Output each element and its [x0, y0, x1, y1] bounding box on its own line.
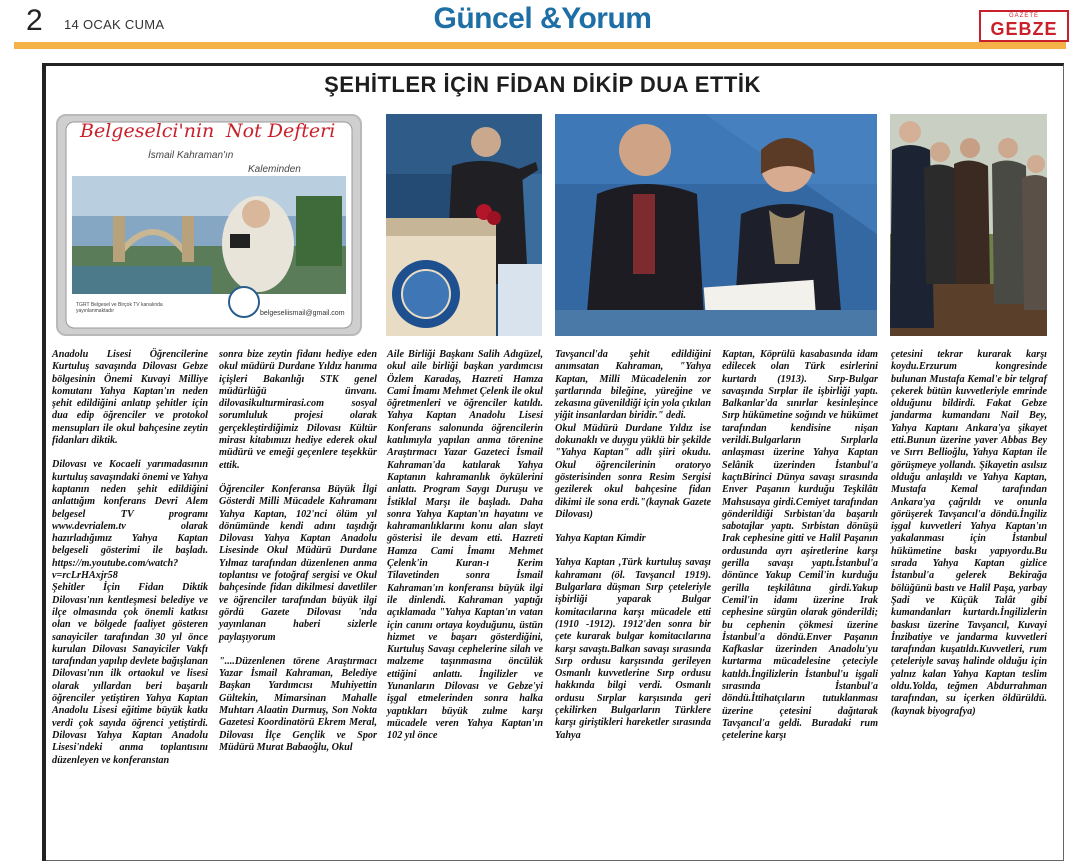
paragraph: Öğrenciler Konferansa Büyük İlgi Gösterdi Milli Mücadele Kahramanı Yahya Kaptan, 102'nci ölüm yıl dönümünde kendi adını taşıdığı Dilovası Yahya Kaptan Anadolu Lisesinde Okul Müdürü Durdane Yılmaz tarafından düzenlenen anma toplantısı ve fotoğraf sergisi ve Okul bahçesinde fidan dikilmesi davetliler ve öğrenciler tarafından büyük ilgi gördü Gazete Dilovası 'nda yayınlanan haberi sizlerle paylaşıyorum	[219, 483, 377, 643]
paragraph: Kaptan, Köprülü kasabasında idam edilecek olan Türk esirlerini kurtardı (1913). Sırp-Bulgar savaşında Sırplar ile işbirliği yaptı. Balkanlar'da sınırlar kesinleşince Sırp hükümetine soğındı ve hükümet tarafından kendisine nişan verildi.Bulgarların Sırplarla anlaşması üzerine Yahya Kaptan Selânik üzerinden İstanbul'a kaçtıBirinci Dünya savaşı sırasında Enver Paşanın kurduğu Teşkilâtı Mahsusaya girdi.Cemiyet tarafından gönderildiği Sırbistan'da başarılı sabotajlar yaptı. Sırbistan dönüşü Irak cephesine gitti ve Halil Paşanın ordusunda ayrı aşiretlerine karşı gerilla savaşı yaptı.İstanbul'a dönünce Yakup Cemil'in kurduğu gerilla teşkilâtına girdi.Yakup Cemil'in idamı üzerine Irak cephesine sürgün olarak gönderildi; bu cephenin çökmesi üzerine İstanbul'a döndü.Enver Paşanın Kafkaslar üzerinden Anadolu'yu kurtarma mücadelesine çeteciyle katıldı.İngilizlerin İstanbul'u işgali sırasında İstanbul'a döndü.İttihatçıların tutuklanması üzerine çetesini dağıtarak Tavşancıl'a geldi. Buradaki rum çetelerine karşı	[722, 349, 878, 742]
paragraph: sonra bize zeytin fidanı hediye eden okul müdürü Durdane Yıldız hanıma içişleri Bakanlığı STK genel müdürlüğü ünvanı. dilovasikulturmirasi.com sosyal sorumluluk projesi olarak gerçekleştirdiğimiz Dilovası Kültür mirası kitabımızı hediye ederek okul müdürü ve emeği geçenlere teşekkür ettik.	[219, 349, 377, 471]
logo-byline: İsmail Kahraman'ın	[148, 150, 234, 161]
article-column-6	[891, 349, 1047, 718]
paragraph: Aile Birliği Başkanı Salih Adıgüzel, okul aile birliği başkan yardımcısı Özlem Karadaş, Hazreti Hamza Cami İmamı Mehmet Çelenk ile okul öğretmenleri ve öğrenciler katıldı. Yahya Kaptan Anadolu Lisesi Konferans salonunda öğrencilerin katılımıyla yapılan anma törenine Araştırmacı Yazar Gazeteci İsmail Kahraman'da katılarak Yahya Kaptanın kahramanlık öykülerini anlattı. Program Saygı Duruşu ve İstiklal Marşı ile başladı. Daha sonra Yahya Kaptan'ın hayatını ve kahramanlıklarını konu alan slayt gösterisi ile devam etti. Hazreti Hamza Cami İmamı Mehmet Çelenk'in Kuran-ı Kerim Tilavetinden sonra İsmail Kahraman'ın konferansı büyük ilgi ile dinlendi. Kahraman yaptığı açıklamada "Yahya Kaptan'ın vatan için canını ortaya koyduğunu, üstün hizmet ve başarı gösterdiğini, Kurtuluş Savaşı cephelerine silah ve malzeme taşınmasına öncülük ettiğini anlattı. İngilizler ve Yunanların Dilovası ve Gebze'yi işgal etmelerinden sonra halka yaptıkları büyük zulme karşı mücadele veren Yahya Kaptan'ın 102 yıl önce	[387, 349, 543, 742]
logo-title-line1: Belgeselci'nin	[80, 120, 215, 142]
column-logo-image	[56, 114, 362, 336]
article-column-5	[722, 349, 878, 743]
header-rule	[14, 42, 1066, 49]
subheading: Yahya Kaptan Kimdir	[555, 533, 646, 545]
article-headline: ŞEHİTLER İÇİN FİDAN DİKİP DUA ETTİK	[324, 72, 761, 97]
page-number: 2	[26, 4, 43, 37]
article-column-3	[387, 349, 543, 743]
paragraph: Okul Müdürü Durdane Yıldız ise dokunaklı ve duygu yüklü bir şekilde "Yahya Kaptan" adlı şiiri okudu. Okul öğrencilerinin oratoryo gösterisinden sonra Resim Sergisi gezilerek okul bahçesine fidan dikimi ile sona erdi."(kaynak Gazete Dilovası)	[555, 422, 711, 520]
issue-date: 14 OCAK CUMA	[64, 17, 165, 32]
logo-footer-left: TGRT Belgesel ve Birçok TV kanalında yayınlanmaktadır	[76, 302, 163, 314]
article-frame-accent	[42, 63, 46, 861]
logo-footer-email: belgeseliismail@gmail.com	[260, 310, 345, 317]
speaker-podium-photo	[386, 114, 542, 336]
article-column-2	[219, 349, 377, 754]
tree-planting-photo	[890, 114, 1047, 336]
newspaper-logo-small: GAZETE	[1008, 13, 1039, 19]
paragraph: Yahya Kaptan ,Türk kurtuluş savaşı kahramanı (öl. Tavşancıl 1919). Bulgarlara düşman Sırp çeteleriyle işbirliği yaparak Bulgar komitacılarına karşı mücadele etti (1910 -1912). 1912'den sonra bir çete kurarak bulgar komitacılarına karşı savaştı.Balkan savaşı sırasında Sırp ordusu karşısında gerileyen Osmanlı kuvvetlerine Sırp ordusu hakkında bilgi verdi. Osmanlı ordusu Sırplar karşısında geri çekilirken Bulgarların Türklere karşı giriştikleri hareketler sırasında Yahya	[555, 557, 711, 741]
paragraph: "....Düzenlenen törene Araştırmacı Yazar İsmail Kahraman, Belediye Başkan Yardımcısı Muhiyettin Gültekin, Mimarsinan Mahalle Muhtarı Alaatin Durmuş, Son Nokta Gazetesi Koordinatörü Ekrem Meral, Dilovası İlçe Gençlik ve Spor Müdürü Murat Babaoğlu, Okul	[219, 655, 377, 753]
award-photo	[555, 114, 877, 336]
paragraph: Şehitler İçin Fidan Diktik Dilovası'nın kentleşmesi belediye ve ilçe olmasında çok önemli katkısı olan ve bölgede faaliyet gösteren sanayiciler tarafından 30 yıl önce kurulan Dilovası Sanayiciler Vakfı tarafından yapılıp devlete bağışlanan Dilovası'nın ilk ortaokul ve lisesi olarak yıllardan beri başarılı öğrenciler yetiştiren Yahya Kaptan Anadolu Lisesi eğitime büyük katkı verdi çok sayıda öğrenci yetiştirdi. Dilovası Yahya Kaptan Anadolu Lisesi'ndeki anma toplantısını düzenleyen ve konferanstan	[52, 582, 208, 766]
paragraph: Tavşancıl'da şehit edildiğini anımsatan Kahraman, "Yahya Kaptan, Milli Mücadelenin zor şartlarında bileğine, yüreğine ve zekasına güvenildiği için yola çıkılan yiğit insanlardan biridir." dedi.	[555, 349, 711, 422]
section-title: Güncel &Yorum	[433, 2, 652, 35]
paragraph: Anadolu Lisesi Öğrencilerine Kurtuluş savaşında Dilovası Gebze bölgesinin Önemi Kuvayi Milliye komutanı Yahya Kaptan'ın neden şehit edildiğini anlatıp şehitler için dua edip öğrenciler ve protokol mensupları ile okul bahçesine zeytin fidanları diktik.	[52, 349, 208, 447]
article-column-4	[555, 349, 711, 742]
paragraph: çetesini tekrar kurarak karşı koydu.Erzurum kongresinde bulunan Mustafa Kemal'e bir telgraf çekerek bütün kuvvetleriyle emrinde olduğunu bildirdi. Fakat Gebze jandarma kumandanı Nail Bey, Yahya Kaptanı Ankara'ya şikayet etti.Bunun üzerine yaver Abbas Bey ve Sırrı Bellioğlu, Yahya Kaptan ile görüşmeye yollandı. Şikayetin asılsız olduğu anlaşıldı ve Yahya Kaptan, Mustafa Kemal tarafından Ankara'ya çağrıldı ve onunla görüşerek Tavşancıl'a döndü.İngiliz işgal kuvvetleri Yahya Kaptan'ın yakalanması için İstanbul hükümetine baskı yapıyordu.Bu sırada Yahya Kaptan gizlice İstanbul'a gelerek Bekirağa bölüğünü bastı ve Halil Paşa, yarbay Şadi ve Küçük Talât gibi kumandanları kurtardı.İngilizlerin baskısı üzerine Tavşancıl, Kuvayi İnzibatiye ve jandarma kuvvetleri tarafından kuşatıldı.Kuvvetleri, rum çeteleriyle savaş halinde olduğu için yalnız kalan Yahya Kaptan teslim oldu.Yolda, teğmen Abdurrahman tarafından, su içerken öldürüldü.(kaynak biyografya)	[891, 349, 1047, 717]
logo-byline-2: Kaleminden	[248, 164, 301, 175]
logo-title-line2: Not Defteri	[226, 120, 336, 142]
paragraph: Dilovası ve Kocaeli yarımadasının kurtuluş savaşındaki önemi ve Yahya kaptanın neden şehit edildiğini anlattığım konferans Devri Alem belgesel TV programı www.devrialem.tv olarak hazırladığımız Yahya Kaptan belgeseli gösterimi ile başladı. https://m.youtube.com/watch?v=rcLrHAxjr58	[52, 459, 208, 582]
newspaper-logo	[979, 10, 1069, 42]
article-column-1	[52, 349, 208, 767]
newspaper-logo-text: GEBZE	[990, 19, 1058, 39]
